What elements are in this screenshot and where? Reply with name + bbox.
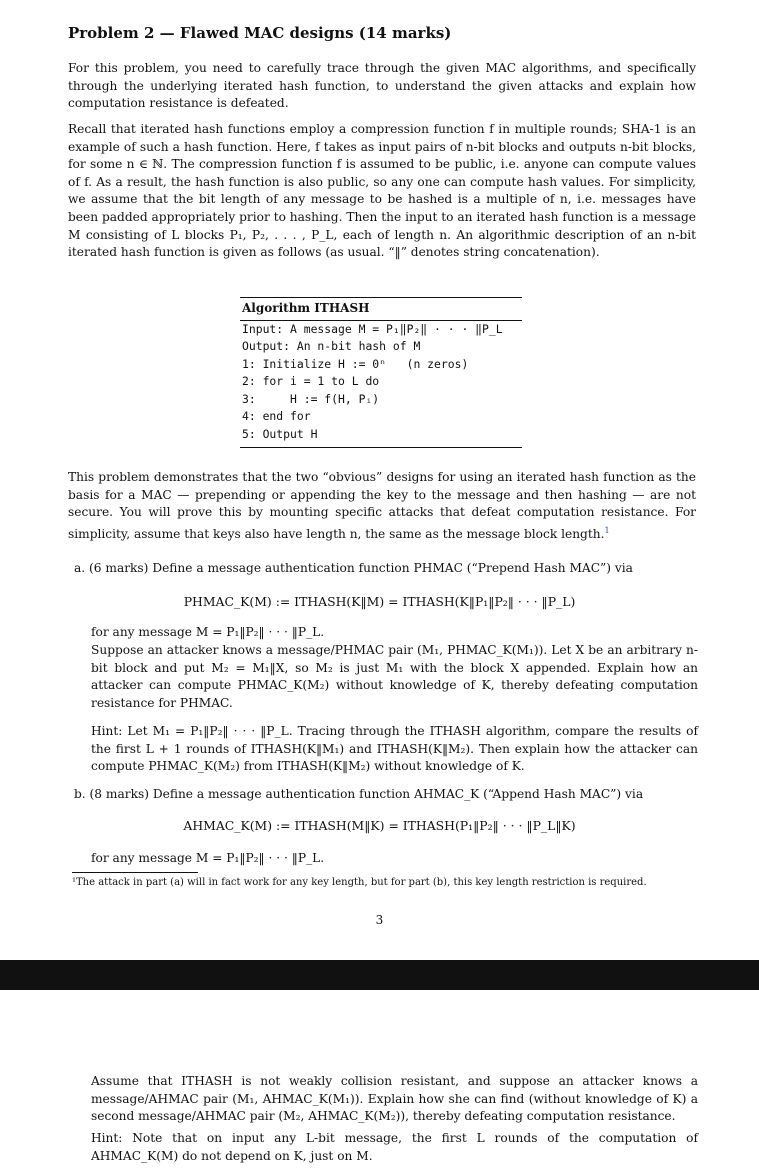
algorithm-line: 2: for i = 1 to L do	[242, 374, 380, 388]
footnote: ¹The attack in part (a) will in fact work for any key length, but for part (b), this key length restriction is required.	[72, 877, 647, 888]
algorithm-box	[240, 297, 522, 448]
recall-paragraph: Recall that iterated hash functions employ a compression function f in multiple rounds; SHA-1 is an example of such a hash function. Here, f takes as input pairs of n-bit blocks and outputs n-bit blocks, for some n ∈ ℕ. The compression function f is assumed to be public, i.e. anyone can compute values of f. As a result, the hash function is also public, so any one can compute hash values. For simplicity, we assume that the bit length of any message to be hashed is a multiple of n, i.e. messages have been padded appropriately prior to hashing. Then the input to an iterated hash function is a message M consisting of L blocks P₁, P₂, . . . , P_L, each of length n. An algorithmic description of an n-bit iterated hash function is given as follows (as usual. “‖” denotes string concatenation).	[68, 122, 696, 260]
footnote-rule	[72, 872, 198, 873]
part-b-body: Assume that ITHASH is not weakly collision resistant, and suppose an attacker knows a message/AHMAC pair (M₁, AHMAC_K(M₁)). Explain how she can find (without knowledge of K) a second message/AHMAC pair (M₂, AHMAC_K(M₂)), thereby defeating computation resistance.	[91, 1074, 698, 1124]
problem-title: Problem 2 — Flawed MAC designs (14 marks)	[68, 24, 452, 42]
page-number: 3	[375, 913, 384, 927]
algorithm-heading: Algorithm ITHASH	[240, 298, 522, 321]
part-b-for-any: for any message M = P₁‖P₂‖ · · · ‖P_L.	[91, 851, 325, 865]
algorithm-line: 3: H := f(H, Pᵢ)	[242, 391, 380, 406]
part-a-body: Suppose an attacker knows a message/PHMAC pair (M₁, PHMAC_K(M₁)). Let X be an arbitrary n-bit block and put M₂ = M₁‖X, so M₂ is just M₁ with the block X appended. Explain how an attacker can compute PHMAC_K(M₂) without knowledge of K, thereby defeating computation resistance for PHMAC.	[91, 643, 698, 710]
algorithm-input: Input: A message M = P₁‖P₂‖ · · · ‖P_L	[242, 321, 503, 336]
part-a-equation: PHMAC_K(M) := ITHASH(K‖M) = ITHASH(K‖P₁‖P₂‖ · · · ‖P_L)	[183, 594, 576, 609]
footnote-mark[interactable]: 1	[604, 525, 610, 535]
demonstrates-text: This problem demonstrates that the two “obvious” designs for using an iterated hash function as the basis for a MAC — prepending or appending the key to the message and then hashing — are not secure. You will prove this by mounting specific attacks that defeat computation resistance. For simplicity, assume that keys also have length n, the same as the message block length.	[68, 470, 696, 541]
part-a-for-any: for any message M = P₁‖P₂‖ · · · ‖P_L.	[91, 625, 325, 639]
algorithm-output: Output: An n-bit hash of M	[242, 339, 421, 353]
algorithm-line: 4: end for	[242, 409, 311, 423]
part-a-hint: Hint: Let M₁ = P₁‖P₂‖ · · · ‖P_L. Tracing through the ITHASH algorithm, compare the results of the first L + 1 rounds of ITHASH(K‖M₁) and ITHASH(K‖M₂). Then explain how the attacker can compute PHMAC_K(M₂) from ITHASH(K‖M₂) without knowledge of K.	[91, 724, 698, 774]
algorithm-line: 1: Initialize H := 0ⁿ (n zeros)	[242, 356, 469, 371]
part-a-label: a. (6 marks) Define a message authentication function PHMAC (“Prepend Hash MAC”) via	[74, 561, 633, 575]
part-b-equation: AHMAC_K(M) := ITHASH(M‖K) = ITHASH(P₁‖P₂‖ · · · ‖P_L‖K)	[183, 818, 576, 833]
demonstrates-paragraph	[68, 469, 696, 543]
part-b-hint: Hint: Note that on input any L-bit message, the first L rounds of the computation of AHMAC_K(M) do not depend on K, just on M.	[91, 1131, 698, 1163]
part-b-label: b. (8 marks) Define a message authentication function AHMAC_K (“Append Hash MAC”) via	[74, 787, 644, 801]
intro-paragraph: For this problem, you need to carefully trace through the given MAC algorithms, and specifically through the underlying iterated hash function, to understand the given attacks and explain how computation resistance is defeated.	[68, 61, 696, 111]
page-separator	[0, 960, 759, 990]
algorithm-line: 5: Output H	[242, 426, 318, 441]
